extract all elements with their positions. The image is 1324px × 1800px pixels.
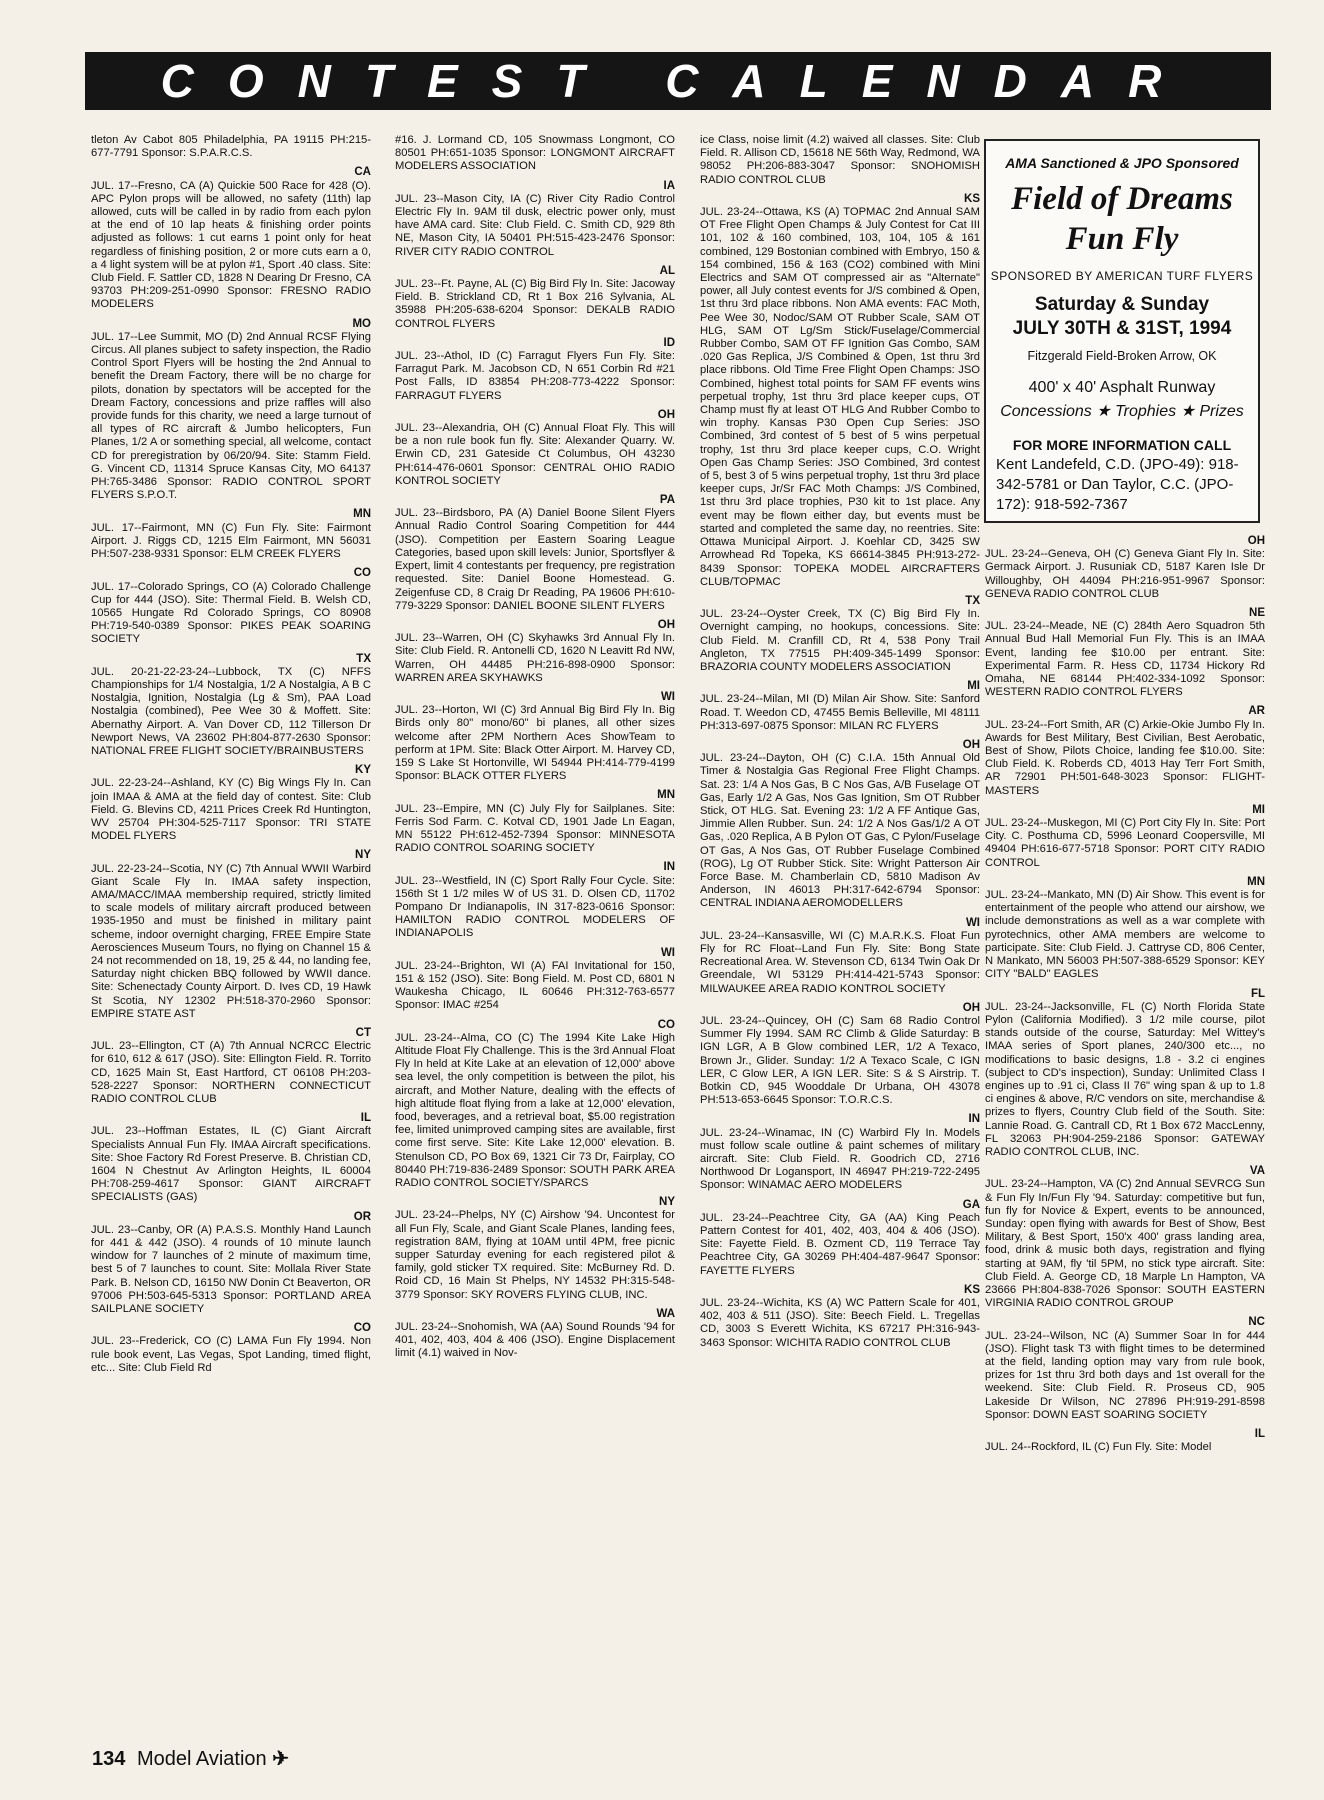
state-heading: KY (355, 764, 371, 777)
state-heading: NY (659, 1196, 675, 1209)
contest-entry-text: JUL. 23-24--Mankato, MN (D) Air Show. This event is for entertainment of the people who attend our airshow, we include demonstrations as well as a war complete with pyrotechnics, other AMA members are welcome to participate. Site: Club Field. J. Cattryse CD, 806 Center, N Mankato, MN 56003 PH:507-388-6529 Sponsor: KEY CITY "BALD" EAGLES (985, 889, 1265, 981)
contest-entry (700, 1002, 980, 1108)
contest-entry (985, 988, 1265, 1160)
state-heading: WI (965, 916, 980, 929)
contest-entry-text: JUL. 23--Warren, OH (C) Skyhawks 3rd Annual Fly In. Site: Club Field. R. Antonelli CD, 1620 N Leavitt Rd NW, Warren, OH 44485 PH:216-898-0900 Sponsor: WARREN AREA SKYHAWKS (395, 632, 675, 684)
contest-entry-text: JUL. 23--Alexandria, OH (C) Annual Float Fly. This will be a non rule book fun fly. Site: Alexander Quarry. W. Erwin CD, 231 Gateside Ct Columbus, OH 43230 PH:614-476-0601 Sponsor: CENTRAL OHIO RADIO KONTROL SOCIETY (395, 422, 675, 487)
contest-entry-text: JUL. 23-24--Muskegon, MI (C) Port City Fly In. Site: Port City. C. Posthuma CD, 5996 Leonard Coopersville, MI 49404 PH:616-677-5718 Sponsor: PORT CITY RADIO CONTROL (985, 817, 1265, 869)
column-1 (91, 134, 371, 1375)
state-heading: MN (657, 789, 675, 802)
contest-entry-text: JUL. 23--Ft. Payne, AL (C) Big Bird Fly In. Site: Jacoway Field. B. Strickland CD, Rt 1 Box 216 Sylvania, AL 35988 PH:205-638-6204 Sponsor: DEKALB RADIO CONTROL FLYERS (395, 278, 675, 330)
contest-entry (700, 193, 980, 589)
state-heading: OH (962, 1001, 980, 1014)
ad-runway: 400' x 40' Asphalt Runway (1028, 379, 1216, 396)
contest-entry-text: JUL. 17--Colorado Springs, CO (A) Colorado Challenge Cup for 444 (JSO). Site: Thermal Field. B. Welsh CD, 10565 Hungate Rd Colorado Springs, CO 80908 PH:719-540-0389 Sponsor: PIKES PEAK SOARING SOCIETY (91, 580, 371, 646)
contest-entry-text: JUL. 23-24--Ottawa, KS (A) TOPMAC 2nd Annual SAM OT Free Flight Open Champs & July Contest for Cat III 101, 102 & 160 combined, 103, 104, 105 & 161 combined, 129 Bostonian combined with Embryo, 150 & 154 combined, 156 & 163 (CO2) combined with Mini Electrics and SAM OT compressed air as "Alternate" power, all July contest events for J/S combined & Open, 1st thru 3rd place ribbons. Non AMA events: FAC Moth, Pee Wee 30, Nodoc/SAM OT Rubber Scale, SAM OT HLG, SAM OT Lg/Sm Stick/Fuselage/Commercial Rubber Combo, SAM OT FF Ignition Gas Combo, SAM .020 Gas Replica, J/S Combined & Open, 1st thru 3rd place ribbons. Old Time Free Flight Open Champs: JSO Combined, highest total points for SAM FF events wins perpetual trophy, 1st thru 3rd place keeper cups, OT Champ must fly at least OT HLG And Rubber Combo to win trophy. Kansas P30 Open Cup Series: JSO Combined, 3rd contest of 5 best of 5 wins perpetual trophy, 1st thru 3rd place keeper cups, C.O. Wright Open Gas Champ Series: JSO Combined, 3rd contest of 5, best 3 of 5 wins perpetual trophy, 1st thru 3rd place keeper cups, Jr/Sr FAC Moth Champs: J/S Combined, 1st thru 3rd place trophies, P30 kit to 1st place. Any event may be flown either day, but events must be started and completed the same day, no reentries. Site: Ottawa Municipal Airport. J. Koehlar CD, 3425 SW Arrowhead Rd Topeka, KS 66614-3845 PH:913-272-8439 Sponsor: TOPEKA MODEL AIRCRAFTERS CLUB/TOPMAC (700, 206, 980, 588)
contest-entry-text: JUL. 22-23-24--Scotia, NY (C) 7th Annual WWII Warbird Giant Scale Fly In. IMAA safety inspection, AMA/MACC/IMAA membership required, strictly limited to scale models of military aircraft produced between 1935-1950 and must be finished in military paint scheme, indoor overnight charging, FREE Empire State Aerosciences Museum Tours, no flying on Channel 15 & 24 not recommended on 18, 19, 25 & 44, no landing fee, Saturday night chicken BBQ followed by WWII dance. Site: Schenectady County Airport. D. Ives CD, 19 Hawk St Scotia, NY 12302 PH:518-370-2960 Sponsor: EMPIRE STATE AST (91, 862, 371, 1020)
state-heading: MN (1247, 875, 1265, 888)
contest-entry (985, 1428, 1265, 1454)
state-heading: PA (659, 494, 675, 507)
state-heading: CO (353, 1322, 371, 1335)
contest-entry (91, 134, 371, 160)
contest-entry (985, 535, 1265, 601)
state-heading: MN (353, 508, 371, 521)
state-heading: OH (657, 618, 675, 631)
contest-entry (395, 691, 675, 783)
contest-entry (395, 265, 675, 331)
contest-entry-text: JUL. 23-24--Milan, MI (D) Milan Air Show. Site: Sanford Road. T. Weedon CD, 47455 Bemis Belleville, MI 48111 PH:313-697-0875 Sponsor: MILAN RC FLYERS (700, 693, 980, 732)
contest-entry (395, 409, 675, 488)
ad-extras: Concessions ★ Trophies ★ Prizes (1000, 403, 1244, 420)
contest-entry (395, 861, 675, 940)
state-heading: CO (353, 567, 371, 580)
state-heading: GA (962, 1198, 980, 1211)
contest-entry-text: JUL. 23-24--Winamac, IN (C) Warbird Fly In. Models must follow scale outline & paint schemes of military aircraft. Site: Club Field. R. Goodrich CD, 2716 Northwood Dr Logansport, IN 46947 PH:219-722-2495 Sponsor: WINAMAC AERO MODELERS (700, 1126, 980, 1192)
contest-entry (700, 595, 980, 674)
ad-title-line-2: Fun Fly (1065, 221, 1179, 257)
state-heading: TX (965, 594, 980, 607)
contest-entry-text: JUL. 23-24--Hampton, VA (C) 2nd Annual SEVRCG Sun & Fun Fly In/Fun Fly '94. Saturday: competitive but fun, fun fly for Novice & Expert, events to be announced, Sunday: open flying with awards for Best of Show, Best Military, & Best Sport, 150'x 400' grass landing area, food, drink & music both days, registration and flying starting at 9AM, fly 'til 5PM, no stick type aircraft. Site: Club Field. A. George CD, 18 Marple Ln Hampton, VA 23666 PH:804-838-7026 Sponsor: SOUTH EASTERN VIRGINIA RADIO CONTROL GROUP (985, 1178, 1265, 1310)
contest-entry-text: JUL. 17--Fresno, CA (A) Quickie 500 Race for 428 (O). APC Pylon props will be allowed, no safety (11th) lap allowed, cuts will be called in by radio from each pylon at the end of 10 lap heats & finishing order points adjusted as follows: 1 cut earns 1 point only for heat regardless of finishing position, 2 or more cuts earn a 0, a 4 light system will be at pylon #1, Sport .40 class. Site: Club Field. F. Sattler CD, 1828 N Dearing Dr Fresno, CA 93703 PH:209-251-0990 Sponsor: FRESNO RADIO MODELERS (91, 179, 371, 311)
state-heading: MI (967, 680, 980, 693)
contest-entry (985, 1165, 1265, 1310)
state-heading: TX (356, 652, 371, 665)
state-heading: NY (355, 849, 371, 862)
contest-entry-text: JUL. 23-24--Jacksonville, FL (C) North Florida State Pylon (California Modified). 3 1/2 mile course, pilot stands outside of the course, Saturday: Mel Wittey's IMAA series of Sport planes, 240/300 etc..., no modifications to basic designs, 1.8 - 3.2 ci engines (subject to CD's inspection), Sunday: Unlimited Class I engines up to .91 ci, Class II 76" wing span & up to 1.8 ci engines & above, R/C vendors on site, merchandise & prizes to flyers, Country Club field of the South. Site: Lannie Road. G. Cantrall CD, Rt 1 Box 672 MaccLenny, FL 32063 PH:904-259-2186 Sponsor: GATEWAY RADIO CONTROL CLUB, INC. (985, 1000, 1265, 1158)
contest-entry (91, 508, 371, 561)
column-3 (700, 134, 980, 1350)
state-heading: MI (1252, 803, 1265, 816)
ad-sponsor: SPONSORED BY AMERICAN TURF FLYERS (990, 269, 1254, 283)
contest-entry-text: JUL. 23-24--Oyster Creek, TX (C) Big Bird Fly In. Overnight camping, no hookups, concessions. Site: Club Field. M. Cranfill CD, Rt 4, 538 Pony Trail Angleton, TX 77515 PH:409-345-1499 Sponsor: BRAZORIA COUNTY MODELERS ASSOCIATION (700, 608, 980, 673)
contest-entry-text: JUL. 23--Birdsboro, PA (A) Daniel Boone Silent Flyers Annual Radio Control Soaring Competition for 444 (JSO). Competition per Eastern Soaring League Categories, based upon skill levels: Junior, Sportsflyer & Expert, limit 4 contestants per frequency, pre registration requested. Site: Daniel Boone Homestead. G. Zeigenfuse CD, 8 Craig Dr Reading, PA 19606 PH:610-779-3229 Sponsor: DANIEL BOONE SILENT FLYERS (395, 507, 675, 612)
contest-entry (91, 567, 371, 646)
contest-entry-text: JUL. 23-24--Peachtree City, GA (AA) King Peach Pattern Contest for 401, 402, 403, 404 & 406 (JSO). Site: Fayette Field. B. Ozment CD, 119 Terrace Tay Peachtree City, GA 30269 PH:404-487-9647 Sponsor: FAYETTE FLYERS (700, 1211, 980, 1277)
state-heading: AL (659, 264, 675, 277)
state-heading: VA (1249, 1165, 1265, 1178)
contest-entry (395, 789, 675, 855)
contest-entry-text: JUL. 23-24--Brighton, WI (A) FAI Invitational for 150, 151 & 152 (JSO). Site: Bong Field. M. Post CD, 6801 N Waukesha Chicago, IL 60646 PH:312-763-6577 Sponsor: IMAC #254 (395, 959, 675, 1012)
column-4 (985, 531, 1265, 1454)
state-heading: WI (660, 946, 675, 959)
contest-entry (395, 1308, 675, 1361)
state-heading: IL (1254, 1428, 1265, 1440)
contest-entry (985, 876, 1265, 982)
contest-entry-text: JUL. 17--Fairmont, MN (C) Fun Fly. Site: Fairmont Airport. J. Riggs CD, 1215 Elm Fairmont, MN 56031 PH:507-238-9331 Sponsor: ELM CREEK FLYERS (91, 521, 371, 561)
state-heading: OH (962, 738, 980, 751)
contest-entry (91, 653, 371, 759)
contest-entry-text: tleton Av Cabot 805 Philadelphia, PA 19115 PH:215-677-7791 Sponsor: S.P.A.R.C.S. (91, 134, 371, 160)
contest-entry (395, 947, 675, 1013)
state-heading: MO (352, 317, 371, 330)
contest-entry (985, 804, 1265, 870)
ad-dates-line-1: Saturday & Sunday (1034, 294, 1210, 315)
state-heading: ID (663, 336, 675, 349)
contest-entry (91, 166, 371, 311)
contest-entry-text: JUL. 23--Canby, OR (A) P.A.S.S. Monthly Hand Launch for 441 & 442 (JSO). 4 rounds of 10 minute launch window for 7 launches of 2 minute of maximum time, best 5 of 7 launches to count. Site: Mollala River State Park. B. Nelson CD, 16150 NW Donin Ct Beaverton, OR 97006 PH:503-645-5313 Sponsor: PORTLAND AREA SAILPLANE SOCIETY (91, 1223, 371, 1316)
page-number: 134 (92, 1748, 126, 1770)
contest-entry-text: JUL. 23--Ellington, CT (A) 7th Annual NCRCC Electric for 610, 612 & 617 (JSO). Site: Ellington Field. R. Torrito CD, 1625 Main St, East Hartford, CT 06108 PH:203-528-2227 Sponsor: NORTHERN CONNECTICUT RADIO CONTROL CLUB (91, 1040, 371, 1106)
airplane-icon: ✈ (272, 1748, 289, 1770)
contest-entry (985, 705, 1265, 797)
contest-entry-text: JUL. 23-24--Wichita, KS (A) WC Pattern Scale for 401, 402, 403 & 511 (JSO). Site: Beech Field. L. Tregellas CD, 3003 S Everett Wichita, KS 67217 PH:316-943-3463 Sponsor: WICHITA RADIO CONTROL CLUB (700, 1297, 980, 1349)
contest-entry (700, 1113, 980, 1192)
state-heading: IN (663, 861, 675, 874)
state-heading: NC (1248, 1316, 1265, 1329)
contest-entry (91, 764, 371, 843)
contest-entry (985, 607, 1265, 699)
contest-entry (700, 739, 980, 911)
contest-entry-text: JUL. 23-24--Fort Smith, AR (C) Arkie-Okie Jumbo Fly In. Awards for Best Military, Best Civilian, Best Aerobatic, Best of Show, Pilots Choice, landing fee $10.00. Site: Club Field. K. Roberds CD, 4013 Hay Terr Fort Smith, AR 72901 PH:501-648-3023 Sponsor: FLIGHT-MASTERS (985, 718, 1265, 797)
contest-entry-text: JUL. 23-24--Phelps, NY (C) Airshow '94. Uncontest for all Fun Fly, Scale, and Giant Scale Planes, landing fees, registration 8AM, flying at 10AM until 4PM, free picnic supper Saturday evening for each registered pilot & family, gold sticker TX required. Site: McBurney Rd. D. Roid CD, 16 Main St Phelps, NY 14532 PH:315-548-3779 Sponsor: SKY ROVERS FLYING CLUB, INC. (395, 1209, 675, 1301)
contest-entry-text: JUL. 23--Athol, ID (C) Farragut Flyers Fun Fly. Site: Farragut Park. M. Jacobson CD, N 651 Corbin Rd #21 Post Falls, ID 83854 PH:208-773-4222 Sponsor: FARRAGUT FLYERS (395, 350, 675, 402)
contest-entry (91, 1211, 371, 1317)
state-heading: IL (360, 1112, 371, 1125)
column-2 (395, 134, 675, 1361)
contest-entry (700, 134, 980, 187)
ad-more-info: FOR MORE INFORMATION CALL (1012, 437, 1232, 453)
state-heading: KS (964, 1283, 980, 1296)
contest-entry (700, 1199, 980, 1278)
ad-dates-line-2: JULY 30TH & 31ST, 1994 (1012, 318, 1232, 339)
banner-title: CONTEST CALENDAR (160, 55, 1196, 107)
state-heading: CT (355, 1027, 371, 1039)
contest-entry (91, 1112, 371, 1204)
contest-entry (395, 619, 675, 685)
state-heading: FL (1250, 987, 1265, 1000)
state-heading: IA (663, 179, 675, 192)
contest-entry-text: JUL. 23--Empire, MN (C) July Fly for Sailplanes. Site: Ferris Sod Farm. C. Kotval CD, 1901 Jade Ln Eagan, MN 55122 PH:612-452-7394 Sponsor: MINNESOTA RADIO CONTROL SOARING SOCIETY (395, 802, 675, 855)
contest-entry (395, 1196, 675, 1302)
contest-entry (395, 337, 675, 403)
ad-location: Fitzgerald Field-Broken Arrow, OK (1027, 349, 1217, 363)
contest-entry-text: JUL. 23-24--Snohomish, WA (AA) Sound Rounds '94 for 401, 402, 403, 404 & 406 (JSO). Engine Displacement limit (4.1) waived in Nov- (395, 1321, 675, 1360)
contest-entry-text: JUL. 24--Rockford, IL (C) Fun Fly. Site: Model (985, 1441, 1212, 1454)
state-heading: IN (968, 1113, 980, 1126)
contest-entry (395, 1019, 675, 1191)
ad-title-line-1: Field of Dreams (1011, 181, 1233, 217)
state-heading: CO (657, 1018, 675, 1031)
page-footer (92, 1746, 289, 1771)
publication-name: Model Aviation (136, 1748, 267, 1770)
contest-entry-text: JUL. 23-24--Quincey, OH (C) Sam 68 Radio Control Summer Fly 1994. SAM RC Climb & Glide Saturday: B IGN LGR, A B Glow combined LER, 1/2 A Texaco, Brown Jr., Glider. Sunday: 1/2 A Texaco Scale, C IGN LER, C Glow LER, A IGN LER. Site: S & S Airstrip. T. Botkin CD, 945 Wooddale Dr Urbana, OH 43078 PH:513-653-6645 Sponsor: T.O.R.C.S. (700, 1015, 980, 1107)
contest-entry-text: JUL. 23--Westfield, IN (C) Sport Rally Four Cycle. Site: 156th St 1 1/2 miles W of US 31. D. Olsen CD, 11702 Pompano Dr Indianapolis, IN 317-823-0616 Sponsor: HAMILTON RADIO CONTROL MODELERS OF INDIANAPOLIS (395, 874, 675, 940)
contest-entry-text: JUL. 23-24--Geneva, OH (C) Geneva Giant Fly In. Site: Germack Airport. J. Rusuniak CD, 5187 Karen Isle Dr Willoughby, OH 44094 PH:216-951-9967 Sponsor: GENEVA RADIO CONTROL CLUB (985, 548, 1265, 600)
contest-entry (985, 1316, 1265, 1422)
contest-entry-text: JUL. 23--Frederick, CO (C) LAMA Fun Fly 1994. Non rule book event, Las Vegas, Spot Landing, timed flight, etc... Site: Club Field Rd (91, 1335, 371, 1374)
state-heading: OR (353, 1210, 371, 1223)
state-heading: KS (964, 192, 980, 205)
contest-entry-text: JUL. 23-24--Kansasville, WI (C) M.A.R.K.S. Float Fun Fly for RC Float--Land Fun Fly. Site: Bong State Recreational Area. W. Stevenson CD, 6134 Twin Oak Dr Greendale, WI 53129 PH:414-421-5743 Sponsor: MILWAUKEE AREA RADIO KONTROL SOCIETY (700, 929, 980, 995)
ad-contact: Kent Landefeld, C.D. (JPO-49): 918-342-5781 or Dan Taylor, C.C. (JPO-172): 918-592-7367 (996, 456, 1239, 513)
state-heading: OH (1247, 535, 1265, 547)
contest-entry (700, 1284, 980, 1350)
contest-entry (700, 680, 980, 733)
state-heading: WI (660, 690, 675, 703)
contest-entry (395, 180, 675, 259)
section-banner (85, 52, 1271, 110)
field-of-dreams-ad (984, 139, 1260, 523)
contest-entry-text: JUL. 23-24--Alma, CO (C) The 1994 Kite Lake High Altitude Float Fly Challenge. This is the 3rd Annual Float Fly In held at Kite Lake at an elevation of 12,000' above sea level, the only competition is between the pilot, his aircraft, and Mother Nature, dealing with the effects of high altitude float flying from a lake at 12,000' elevation, food, beverages, and a retrieval boat, $5.00 registration fee, limited unimproved camping sites are available, first come first serve. Site: Kite Lake 12,000' elevation. B. Stenulson CD, PO Box 69, 1321 Cir 73 Dr, Fairplay, CO 80440 PH:719-836-2489 Sponsor: SOUTH PARK AREA RADIO CONTROL SOCIETY/SPARCS (395, 1031, 675, 1190)
contest-entry-text: JUL. 17--Lee Summit, MO (D) 2nd Annual RCSF Flying Circus. All planes subject to safety inspection, the Radio Control Sport Flyers will be hosting the 2nd Annual to benefit the Dream Factory, there will be no charge for pilots, donation by spectators will be accepted for the Dream Factory, concessions and prize raffles will also provide funds for this charity, we need a large turnout of all types of RC aircraft & Jumbo helicopters, Fun Planes, 1/2 A or something special, all welcome, contact CD for preregistration by 06/20/94. Site: Stamm Field. G. Vincent CD, 11314 Spruce Kansas City, MO 64137 PH:765-3486 Sponsor: RADIO CONTROL SPORT FLYERS S.P.O.T. (91, 330, 371, 502)
contest-entry (395, 494, 675, 613)
contest-entry (395, 134, 675, 174)
contest-entry (91, 849, 371, 1021)
contest-entry-text: JUL. 23-24--Meade, NE (C) 284th Aero Squadron 5th Annual Bud Hall Memorial Fun Fly. This is an IMAA Event, landing fee $10.00 per entrant. Site: Experimental Farm. R. Hess CD, 11734 Hickory Rd Omaha, NE 68144 PH:402-334-1092 Sponsor: WESTERN RADIO CONTROL FLYERS (985, 620, 1265, 699)
ad-sanction-line: AMA Sanctioned & JPO Sponsored (1005, 155, 1239, 171)
contest-entry-text: JUL. 23--Horton, WI (C) 3rd Annual Big Bird Fly In. Big Birds only 80" mono/60" bi planes, all other sizes welcome after 2PM Northern Aces ShowTeam to perform at 1PM. Site: Black Otter Airport. M. Harvey CD, 159 S Lake St Hortonville, WI 54944 PH:414-779-4199 Sponsor: BLACK OTTER FLYERS (395, 704, 675, 783)
contest-entry-text: JUL. 23--Mason City, IA (C) River City Radio Control Electric Fly In. 9AM til dusk, electric power only, must have AMA card. Site: Club Field. C. Smith CD, 929 8th NE, Mason City, IA 50401 PH:515-423-2476 Sponsor: RIVER CITY RADIO CONTROL (395, 192, 675, 258)
state-heading: OH (657, 408, 675, 421)
contest-entry-text: JUL. 23-24--Dayton, OH (C) C.I.A. 15th Annual Old Timer & Nostalgia Gas Regional Free Flight Champs. Sat. 23: 1/4 A Nos Gas, B C Nos Gas, A/B Fuselage OT Gas, Early 1/2 A Gas, Nos Gas Ignition, Sm OT Rubber Stick, OT HLG. Sat. Evening 23: 1/2 A FF Antique Gas, Jimmie Allen Rubber. Sun. 24: 1/2 A Nos Gas/1/2 A OT Gas, .020 Replica, A B Pylon OT Gas, C Pylon/Fuselage OT Gas, A Nos Gas, OT Rubber Fuselage Combined (ROG), Lg OT Rubber Stick. Site: Wright Patterson Air Force Base. M. Chamberlain CD, 5810 Madison Av Anderson, IN 46013 PH:317-642-6794 Sponsor: CENTRAL INDIANA AEROMODELLERS (700, 752, 980, 910)
contest-entry-text: #16. J. Lormand CD, 105 Snowmass Longmont, CO 80501 PH:651-1035 Sponsor: LONGMONT AIRCRAFT MODELERS ASSOCIATION (395, 134, 675, 173)
contest-entry (91, 318, 371, 503)
state-heading: AR (1248, 705, 1265, 718)
contest-entry (91, 1322, 371, 1375)
contest-entry-text: JUL. 23--Hoffman Estates, IL (C) Giant Aircraft Specialists Annual Fun Fly. IMAA Aircraft specifications. Site: Shoe Factory Rd Forest Preserve. B. Christian CD, 1604 N Chestnut Av Arlington Heights, IL 60004 PH:708-259-4617 Sponsor: GIANT AIRCRAFT SPECIALISTS (GAS) (91, 1125, 371, 1204)
state-heading: NE (1249, 607, 1265, 620)
state-heading: CA (354, 166, 371, 179)
contest-entry (91, 1027, 371, 1106)
contest-entry-text: JUL. 22-23-24--Ashland, KY (C) Big Wings Fly In. Can join IMAA & AMA at the field day of contest. Site: Club Field. G. Blevins CD, 4211 Prices Creek Rd Huntington, WV 25704 PH:304-525-7117 Sponsor: TRI STATE MODEL FLYERS (91, 777, 371, 843)
state-heading: WA (656, 1307, 675, 1320)
contest-entry (700, 917, 980, 996)
contest-entry-text: ice Class, noise limit (4.2) waived all classes. Site: Club Field. R. Allison CD, 15618 NE 56th Way, Redmond, WA 98052 PH:206-883-3047 Sponsor: SNOHOMISH RADIO CONTROL CLUB (700, 134, 981, 186)
contest-entry-text: JUL. 23-24--Wilson, NC (A) Summer Soar In for 444 (JSO). Flight task T3 with flight times to be determined at the field, landing option may vary from rule book, prizes for 1st thru 3rd both days and 1st overall for the weekend. Site: Club Field. R. Proseus CD, 905 Lakeside Dr Wilson, NC 27896 PH:919-291-8598 Sponsor: DOWN EAST SOARING SOCIETY (985, 1329, 1265, 1421)
contest-entry-text: JUL. 20-21-22-23-24--Lubbock, TX (C) NFFS Championships for 1/4 Nostalgia, 1/2 A Nostalgia, A B C Nostalgia, Ignition, Nostalgia (Lg & Sm), PAA Load Nostalgia (combined), Pee Wee 30 & Moffett. Site: Abernathy Airport. A. Van Dover CD, 112 Tillerson Dr Newport News, VA 23602 PH:804-877-2630 Sponsor: NATIONAL FREE FLIGHT SOCIETY/BRAINBUSTERS (91, 665, 371, 757)
